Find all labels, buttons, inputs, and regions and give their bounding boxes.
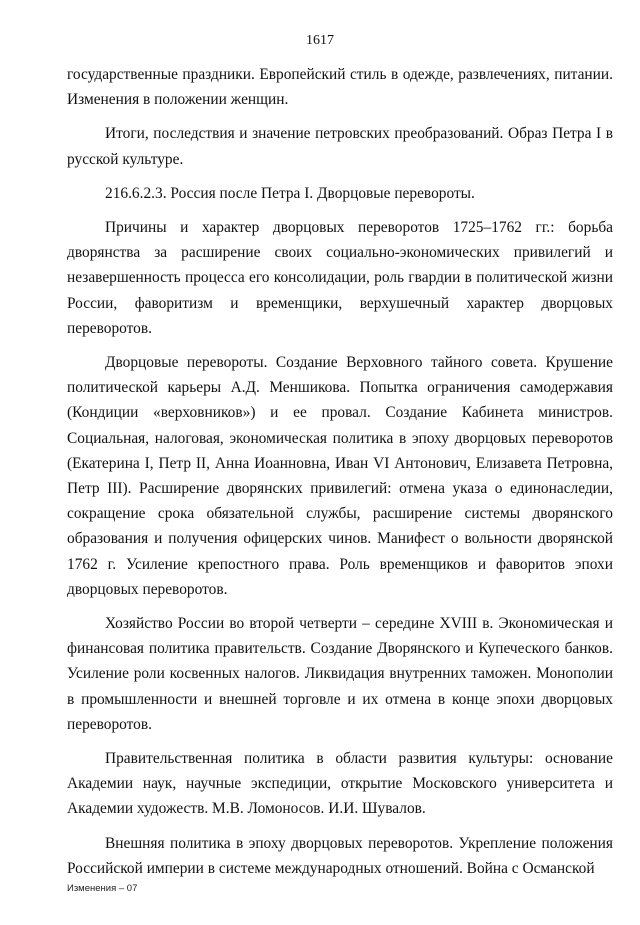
paragraph-2: Итоги, последствия и значение петровских преобразований. Образ Петра I в русской культуре. [67, 125, 613, 168]
paragraph-3: 216.6.2.3. Россия после Петра I. Дворцовые перевороты. [105, 184, 475, 202]
paragraph-8: Внешняя политика в эпоху дворцовых переворотов. Укрепление положения Российской империи в системе международных отношений. Война с Османской [67, 834, 613, 877]
paragraph-7: Правительственная политика в области развития культуры: основание Академии наук, научные экспедиции, открытие Московского университета и Академии художеств. М.В. Ломоносов. И.И. Шувалов. [67, 750, 613, 818]
paragraph-4: Причины и характер дворцовых переворотов 1725–1762 гг.: борьба дворянства за расширение своих социально-экономических привилегий и незавершенность процесса его консолидации, роль гвардии в политической жизни России, фаворитизм и временщики, верхушечный характер дворцовых переворотов. [67, 219, 613, 337]
paragraph-1: государственные праздники. Европейский стиль в одежде, развлечениях, питании. Изменения в положении женщин. [67, 66, 613, 109]
paragraph-6: Хозяйство России во второй четверти – середине XVIII в. Экономическая и финансовая политика правительств. Создание Дворянского и Купеческого банков. Усиление роли косвенных налогов. Ликвидация внутренних таможен. Монополии в промышленности и внешней торговле и их отмена в конце эпохи дворцовых переворотов. [67, 615, 613, 733]
footer-note: Изменения – 07 [67, 883, 138, 894]
document-body [67, 62, 613, 890]
paragraph-5: Дворцовые перевороты. Создание Верховного тайного совета. Крушение политической карьеры А.Д. Меншикова. Попытка ограничения самодержавия (Кондиции «верховников») и ее провал. Создание Кабинета министров. Социальная, налоговая, экономическая политика в эпоху дворцовых переворотов (Екатерина I, Петр II, Анна Иоанновна, Иван VI Антонович, Елизавета Петровна, Петр III). Расширение дворянских привилегий: отмена указа о единонаследии, сокращение срока обязательной службы, расширение системы дворянского образования и получения офицерских чинов. Манифест о вольности дворянской 1762 г. Усиление крепостного права. Роль временщиков и фаворитов эпохи дворцовых переворотов. [67, 354, 613, 598]
page-number: 1617 [306, 33, 334, 48]
